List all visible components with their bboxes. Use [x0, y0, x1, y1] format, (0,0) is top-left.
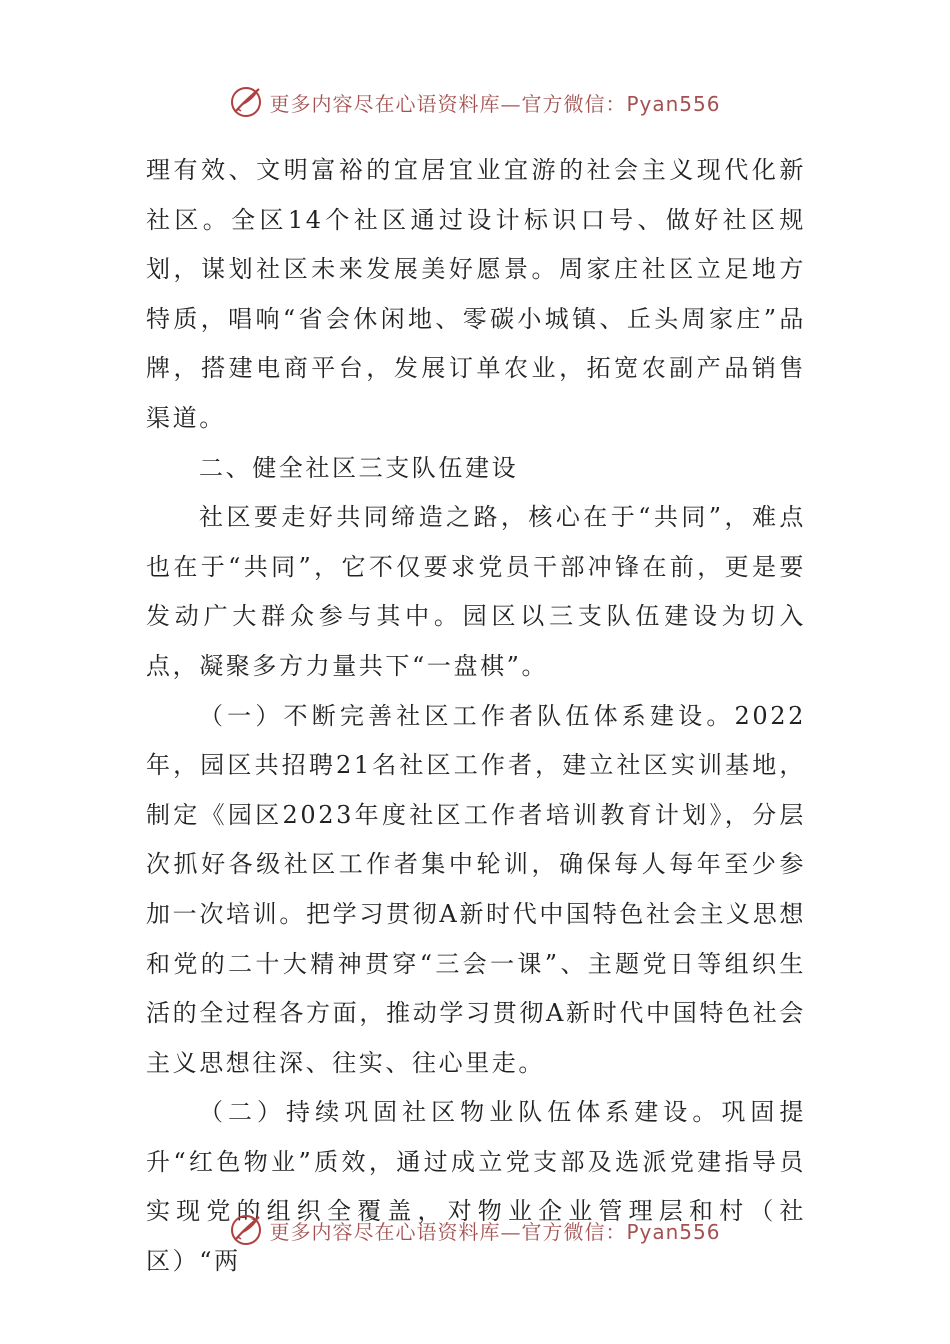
banner-wechat: 官方微信：Pyan556	[521, 91, 721, 116]
section-heading: 二、健全社区三支队伍建设	[199, 453, 519, 482]
banner-title: 更多内容尽在心语资料库	[269, 91, 501, 116]
banner-wechat: 官方微信：Pyan556	[521, 1219, 721, 1244]
paragraph-intro: 社区要走好共同缔造之路，核心在于“共同”，难点也在于“共同”，它不仅要求党员干部冲锋在前，更是要发动广大群众参与其中。园区以三支队伍建设为切入点，凝聚多方力量共下“一盘棋”。	[146, 503, 806, 680]
banner-separator: —	[500, 91, 522, 116]
banner-text	[269, 1216, 720, 1245]
banner-text	[269, 88, 720, 117]
paragraph-item-2: （二）持续巩固社区物业队伍体系建设。巩固提升“红色物业”质效，通过成立党支部及选派党建指导员实现党的组织全覆盖，对物业企业管理层和村（社区）“两	[146, 1098, 806, 1276]
paragraph-item-1: （一）不断完善社区工作者队伍体系建设。2022年，园区共招聘21名社区工作者，建立社区实训基地，制定《园区2023年度社区工作者培训教育计划》，分层次抓好各级社区工作者集中轮训，确保每人每年至少参加一次培训。把学习贯彻A新时代中国特色社会主义思想和党的二十大精神贯穿“三会一课”、主题党日等组织生活的全过程各方面，推动学习贯彻A新时代中国特色社会主义思想往深、往实、往心里走。	[146, 701, 806, 1077]
header-banner	[0, 82, 950, 122]
banner-separator: —	[500, 1219, 522, 1244]
document-body	[146, 146, 806, 1287]
paragraph-continuation: 理有效、文明富裕的宜居宜业宜游的社会主义现代化新社区。全区14个社区通过设计标识口号、做好社区规划，谋划社区未来发展美好愿景。周家庄社区立足地方特质，唱响“省会休闲地、零碳小城镇、丘头周家庄”品牌，搭建电商平台，发展订单农业，拓宽农副产品销售渠道。	[146, 156, 806, 432]
footer-banner	[0, 1210, 950, 1250]
quill-logo-icon	[229, 85, 263, 119]
banner-title: 更多内容尽在心语资料库	[269, 1219, 501, 1244]
quill-logo-icon	[229, 1213, 263, 1247]
